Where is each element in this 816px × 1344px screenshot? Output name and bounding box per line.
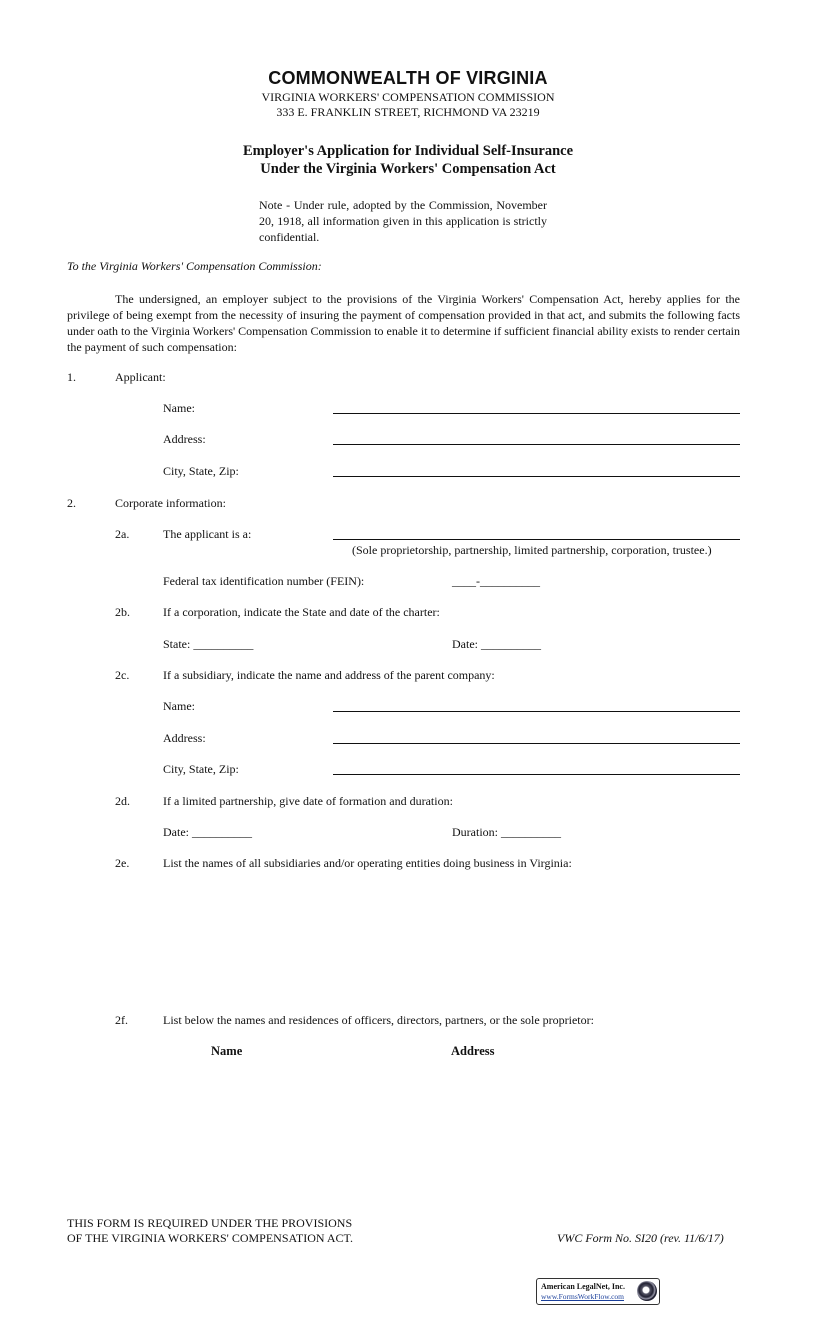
- intro-paragraph: The undersigned, an employer subject to the provisions of the Virginia Workers' Compensation Act, hereby applies for the privilege of being exempt from the necessity of insuring the payment of compensation provided in that act, and submits the following facts under oath to the Virginia Workers' Compensation Commission to enable it to determine if sufficient financial ability exists to render certain the payment of such compensation:: [67, 292, 740, 354]
- subsection-label: If a subsidiary, indicate the name and address of the parent company:: [163, 668, 495, 682]
- parent-address-field[interactable]: [333, 743, 740, 744]
- field-label: Address:: [163, 731, 206, 745]
- applicant-address-field[interactable]: [333, 444, 740, 445]
- subsection-label: List below the names and residences of officers, directors, partners, or the sole proprietor:: [163, 1013, 594, 1027]
- form-title-line2: Under the Virginia Workers' Compensation Act: [260, 161, 556, 177]
- form-number: VWC Form No. SI20 (rev. 11/6/17): [557, 1231, 724, 1245]
- column-header-name: Name: [211, 1044, 243, 1058]
- field-label: City, State, Zip:: [163, 762, 239, 776]
- subsection-number: 2c.: [115, 668, 130, 682]
- page-title: COMMONWEALTH OF VIRGINIA: [268, 68, 548, 88]
- entity-type-field[interactable]: [333, 539, 740, 540]
- section-heading: Corporate information:: [115, 496, 226, 510]
- field-label: Address:: [163, 432, 206, 446]
- subsection-label: List the names of all subsidiaries and/or operating entities doing business in Virginia:: [163, 856, 572, 870]
- salutation: To the Virginia Workers' Compensation Commission:: [67, 259, 322, 273]
- subsection-label: The applicant is a:: [163, 527, 252, 541]
- subsection-number: 2b.: [115, 605, 130, 619]
- field-label: City, State, Zip:: [163, 464, 239, 478]
- entity-type-hint: (Sole proprietorship, partnership, limited partnership, corporation, trustee.): [352, 543, 712, 557]
- american-legalnet-badge[interactable]: [536, 1278, 660, 1305]
- footer-provision-line1: THIS FORM IS REQUIRED UNDER THE PROVISIONS: [67, 1216, 353, 1230]
- section-number: 1.: [67, 370, 76, 384]
- section-number: 2.: [67, 496, 76, 510]
- officers-area[interactable]: [163, 1064, 740, 1204]
- subsection-number: 2e.: [115, 856, 130, 870]
- subsidiaries-area[interactable]: [163, 876, 740, 1006]
- fein-field[interactable]: ____-__________: [452, 574, 540, 588]
- commission-address: 333 E. FRANKLIN STREET, RICHMOND VA 23219: [276, 105, 540, 119]
- footer-provision-line2: OF THE VIRGINIA WORKERS' COMPENSATION ACT.: [67, 1231, 353, 1245]
- field-label: Name:: [163, 699, 195, 713]
- badge-url[interactable]: www.FormsWorkFlow.com: [541, 1292, 625, 1301]
- commission-name: VIRGINIA WORKERS' COMPENSATION COMMISSION: [261, 90, 555, 104]
- duration-field[interactable]: Duration: __________: [452, 825, 561, 839]
- field-label: Federal tax identification number (FEIN):: [163, 574, 365, 588]
- charter-state-field[interactable]: State: __________: [163, 637, 254, 651]
- globe-icon: [637, 1281, 657, 1301]
- confidentiality-note: Note - Under rule, adopted by the Commission, November 20, 1918, all information given in this application is strictly confidential.: [259, 198, 547, 244]
- charter-date-field[interactable]: Date: __________: [452, 637, 541, 651]
- parent-name-field[interactable]: [333, 711, 740, 712]
- parent-city-field[interactable]: [333, 774, 740, 775]
- subsection-number: 2a.: [115, 527, 130, 541]
- form-title-line1: Employer's Application for Individual Self-Insurance: [242, 143, 574, 159]
- applicant-name-field[interactable]: [333, 413, 740, 414]
- badge-company: American LegalNet, Inc.: [541, 1282, 625, 1291]
- section-heading: Applicant:: [115, 370, 166, 384]
- applicant-city-field[interactable]: [333, 476, 740, 477]
- subsection-number: 2d.: [115, 794, 130, 808]
- subsection-label: If a corporation, indicate the State and date of the charter:: [163, 605, 440, 619]
- subsection-label: If a limited partnership, give date of formation and duration:: [163, 794, 453, 808]
- column-header-address: Address: [451, 1044, 495, 1058]
- field-label: Name:: [163, 401, 195, 415]
- subsection-number: 2f.: [115, 1013, 128, 1027]
- formation-date-field[interactable]: Date: __________: [163, 825, 252, 839]
